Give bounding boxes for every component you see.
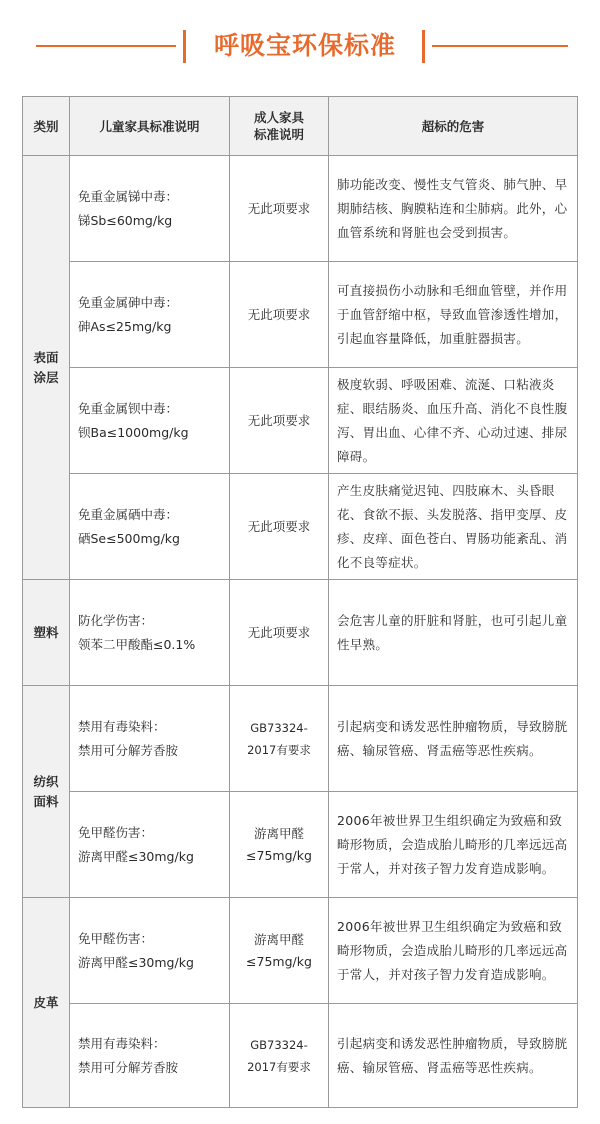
table-row bbox=[23, 474, 578, 580]
table-row bbox=[23, 156, 578, 262]
header-category: 类别 bbox=[23, 97, 70, 156]
category-cell: 塑料 bbox=[23, 580, 70, 686]
page-title: 呼吸宝环保标准 bbox=[213, 31, 396, 60]
table-header-row bbox=[23, 97, 578, 156]
header-child-standard: 儿童家具标准说明 bbox=[70, 97, 230, 156]
harm-cell: 引起病变和诱发恶性肿瘤物质，导致膀胱癌、输尿管癌、肾盂癌等恶性疾病。 bbox=[329, 1004, 578, 1108]
adult-standard-cell: 游离甲醛 ≤75mg/kg bbox=[230, 898, 329, 1004]
child-standard-cell: 禁用有毒染料： 禁用可分解芳香胺 bbox=[70, 686, 230, 792]
harm-cell: 会危害儿童的肝脏和肾脏，也可引起儿童性早熟。 bbox=[329, 580, 578, 686]
title-rule-left bbox=[36, 45, 176, 47]
standards-table bbox=[22, 96, 578, 1108]
adult-standard-cell: 无此项要求 bbox=[230, 474, 329, 580]
category-cell: 纺织面料 bbox=[23, 686, 70, 898]
adult-standard-cell: 无此项要求 bbox=[230, 156, 329, 262]
table-row bbox=[23, 580, 578, 686]
child-standard-cell: 免重金属砷中毒： 砷As≤25mg/kg bbox=[70, 262, 230, 368]
child-standard-cell: 免重金属硒中毒： 硒Se≤500mg/kg bbox=[70, 474, 230, 580]
table-row bbox=[23, 368, 578, 474]
child-standard-cell: 免甲醛伤害： 游离甲醛≤30mg/kg bbox=[70, 792, 230, 898]
page-header bbox=[0, 0, 600, 92]
table-row bbox=[23, 898, 578, 1004]
header-adult-standard: 成人家具标准说明 bbox=[230, 97, 329, 156]
category-cell: 表面涂层 bbox=[23, 156, 70, 580]
child-standard-cell: 禁用有毒染料： 禁用可分解芳香胺 bbox=[70, 1004, 230, 1108]
adult-standard-cell: 无此项要求 bbox=[230, 262, 329, 368]
child-standard-cell: 免重金属钡中毒： 钡Ba≤1000mg/kg bbox=[70, 368, 230, 474]
harm-cell: 肺功能改变、慢性支气管炎、肺气肿、早期肺结核、胸膜粘连和尘肺病。此外，心血管系统和肾脏也会受到损害。 bbox=[329, 156, 578, 262]
title-bracket-left bbox=[183, 30, 186, 63]
child-standard-cell: 防化学伤害： 领苯二甲酸酯≤0.1% bbox=[70, 580, 230, 686]
harm-cell: 极度软弱、呼吸困难、流涎、口粘液炎症、眼结肠炎、血压升高、消化不良性腹泻、胃出血、心律不齐、心动过速、排尿障碍。 bbox=[329, 368, 578, 474]
adult-standard-cell: 游离甲醛 ≤75mg/kg bbox=[230, 792, 329, 898]
child-standard-cell: 免重金属锑中毒： 锑Sb≤60mg/kg bbox=[70, 156, 230, 262]
adult-standard-cell: GB73324- 2017有要求 bbox=[230, 1004, 329, 1108]
child-standard-cell: 免甲醛伤害： 游离甲醛≤30mg/kg bbox=[70, 898, 230, 1004]
table-row bbox=[23, 262, 578, 368]
adult-standard-cell: GB73324- 2017有要求 bbox=[230, 686, 329, 792]
header-harm: 超标的危害 bbox=[329, 97, 578, 156]
harm-cell: 可直接损伤小动脉和毛细血管壁，并作用于血管舒缩中枢，导致血管渗透性增加，引起血容量降低，加重脏器损害。 bbox=[329, 262, 578, 368]
harm-cell: 产生皮肤痛觉迟钝、四肢麻木、头昏眼花、食欲不振、头发脱落、指甲变厚、皮疹、皮痒、面色苍白、胃肠功能紊乱、消化不良等症状。 bbox=[329, 474, 578, 580]
harm-cell: 2006年被世界卫生组织确定为致癌和致畸形物质，会造成胎儿畸形的几率远远高于常人，并对孩子智力发育造成影响。 bbox=[329, 792, 578, 898]
adult-standard-cell: 无此项要求 bbox=[230, 580, 329, 686]
table-row bbox=[23, 686, 578, 792]
harm-cell: 引起病变和诱发恶性肿瘤物质，导致膀胱癌、输尿管癌、肾盂癌等恶性疾病。 bbox=[329, 686, 578, 792]
harm-cell: 2006年被世界卫生组织确定为致癌和致畸形物质，会造成胎儿畸形的几率远远高于常人，并对孩子智力发育造成影响。 bbox=[329, 898, 578, 1004]
category-cell: 皮革 bbox=[23, 898, 70, 1108]
title-bracket-right bbox=[422, 30, 425, 63]
table-row bbox=[23, 1004, 578, 1108]
table-row bbox=[23, 792, 578, 898]
title-rule-right bbox=[432, 45, 568, 47]
adult-standard-cell: 无此项要求 bbox=[230, 368, 329, 474]
